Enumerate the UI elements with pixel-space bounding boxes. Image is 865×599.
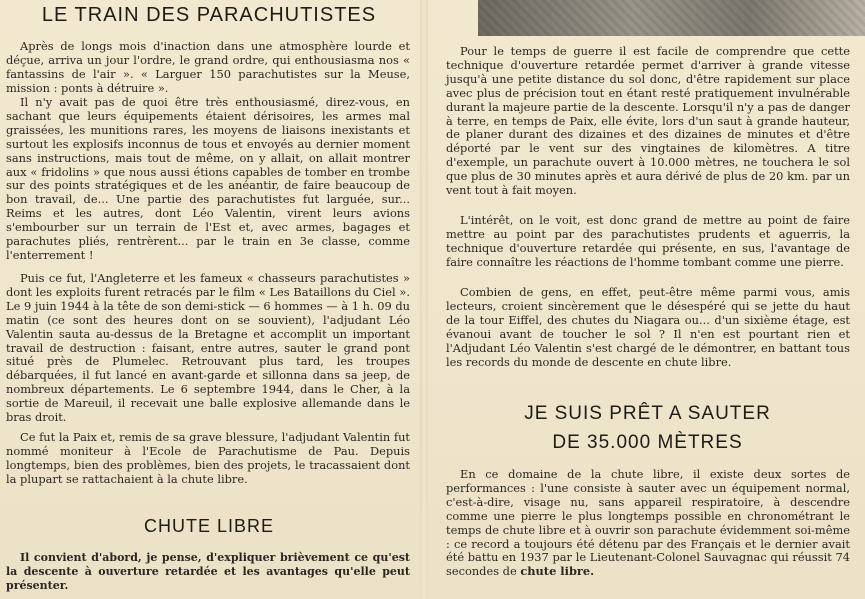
paragraph-right-1: Pour le temps de guerre il est facile de comprendre que cette technique d'ouverture retardée permet d'arriver à grande vitesse jusqu'à une petite distance du sol donc, d'être rapidement sur place avec plus de précision tout en étant resté pratiquement invulnérable durant la majeure partie de la descente. Lorsqu'il n'y a pas de danger à terre, en temps de Paix, elle évite, lors d'un saut à grande hauteur, de planer durant des dizaines et des dizaines de minutes et d'être déporté par le vent sur des vingtaines de kilomètres. A titre d'exemple, un parachute ouvert à 10.000 mètres, ne touchera le sol que plus de 30 minutes après et aura dérivé de plus de 20 km. par un vent tout à fait moyen. <box>446 44 850 198</box>
paragraph-left-1: Après de longs mois d'inaction dans une atmosphère lourde et déçue, arriva un jour l'ordre, le grand ordre, qui enthousiasma nos « fantassins de l'air ». « Larguer 150 parachutistes sur la Meuse, mission : ponts à détruire ». <box>6 39 410 95</box>
paragraph-left-4: Ce fut la Paix et, remis de sa grave blessure, l'adjudant Valentin fut nommé moniteur à l'Ecole de Parachutisme de Pau. Depuis longtemps, bien des problèmes, bien des projets, le tracassaient dont la plupart se rattachaient à la chute libre. <box>6 430 410 486</box>
column-gutter <box>420 0 428 599</box>
headline-35000-metres: DE 35.000 MÈTRES <box>552 432 743 453</box>
paragraph-right-3: Combien de gens, en effet, peut-être même parmi vous, amis lecteurs, croient sincèrement que le désespéré qui se jette du haut de la tour Eiffel, des chutes du Niagara ou... d'un sixième étage, est évanoui avant de toucher le sol ? Il n'en est pourtant rien et l'Adjudant Léo Valentin s'est chargé de le démontrer, en battant tous les records du monde de descente en chute libre. <box>446 285 850 369</box>
photo-fragment <box>478 0 865 36</box>
headline-train-des-parachutistes: LE TRAIN DES PARACHUTISTES <box>41 4 377 26</box>
paragraph-left-3: Puis ce fut, l'Angleterre et les fameux « chasseurs parachutistes » dont les exploits furent retracés par le film « Les Bataillons du Ciel ». Le 9 juin 1944 à la tête de son demi-stick — 6 hommes — à 1 h. 09 du matin (ce sont des heures dont on se souvient), l'adjudant Léo Valentin sauta au-dessus de la Bretagne et accomplit un important travail de destruction : faisant, entre autres, sauter le grand pont situé près de Plumelec. Retrouvant plus tard, les troupes débarquées, il fut lancé en avant-garde et sillonna dans sa jeep, de nombreux départements. Le 6 septembre 1944, dans le Cher, à la sortie de Mareuil, il recevait une balle explosive allemande dans le bras droit. <box>6 271 410 425</box>
paragraph-left-2: Il n'y avait pas de quoi être très enthousiasmé, direz-vous, en sachant que leurs équipements étaient dérisoires, les armes mal graissées, les munitions rares, les moyens de liaisons inexistants et surtout les explosifs inconnus de tous et envoyés au dernier moment sans instructions, mais tout de même, on y allait, on allait montrer aux « fridolins » que nous aussi étions capables de tomber en trombe sur des points stratégiques et de les anéantir, de faire beaucoup de bon travail, de... Une partie des parachutistes fut larguée, sur... Reims et les autres, dont Léo Valentin, virent leurs avions s'embourber sur un terrain de l'Est et, avec armes, bagages et parachutes pliés, rentrèrent... par le train en 3e classe, comme l'enterrement ! <box>6 95 410 262</box>
paragraph-right-4 <box>446 468 850 579</box>
paragraph-right-4-bold: chute libre. <box>520 564 595 579</box>
headline-je-suis-pret: JE SUIS PRÊT A SAUTER <box>524 403 771 424</box>
paragraph-right-2: L'intérêt, on le voit, est donc grand de mettre au point de faire mettre au point par des parachutistes prudents et aguerris, la technique d'ouverture retardée qui présente, en sus, l'avantage de faire connaître les réactions de l'homme tombant comme une pierre. <box>446 213 850 269</box>
headline-chute-libre: CHUTE LIBRE <box>143 516 275 536</box>
paragraph-left-5: Il convient d'abord, je pense, d'expliquer brièvement ce qu'est la descente à ouverture retardée et les avantages qu'elle peut présenter. <box>6 551 410 592</box>
paragraph-right-4-text: En ce domaine de la chute libre, il existe deux sortes de performances : l'une consiste à sauter avec un équipement normal, c'est-à-dire, visage nu, sans appareil respiratoire, à descendre comme une pierre le plus longtemps possible en chronométrant le temps de chute libre et à ouvrir son parachute évidemment soi-même : ce record a toujours été détenu par des Français et le dernier avait été battu en 1937 par le Lieutenant-Colonel Sauvagnac qui réussit 74 secondes de <box>446 467 850 579</box>
